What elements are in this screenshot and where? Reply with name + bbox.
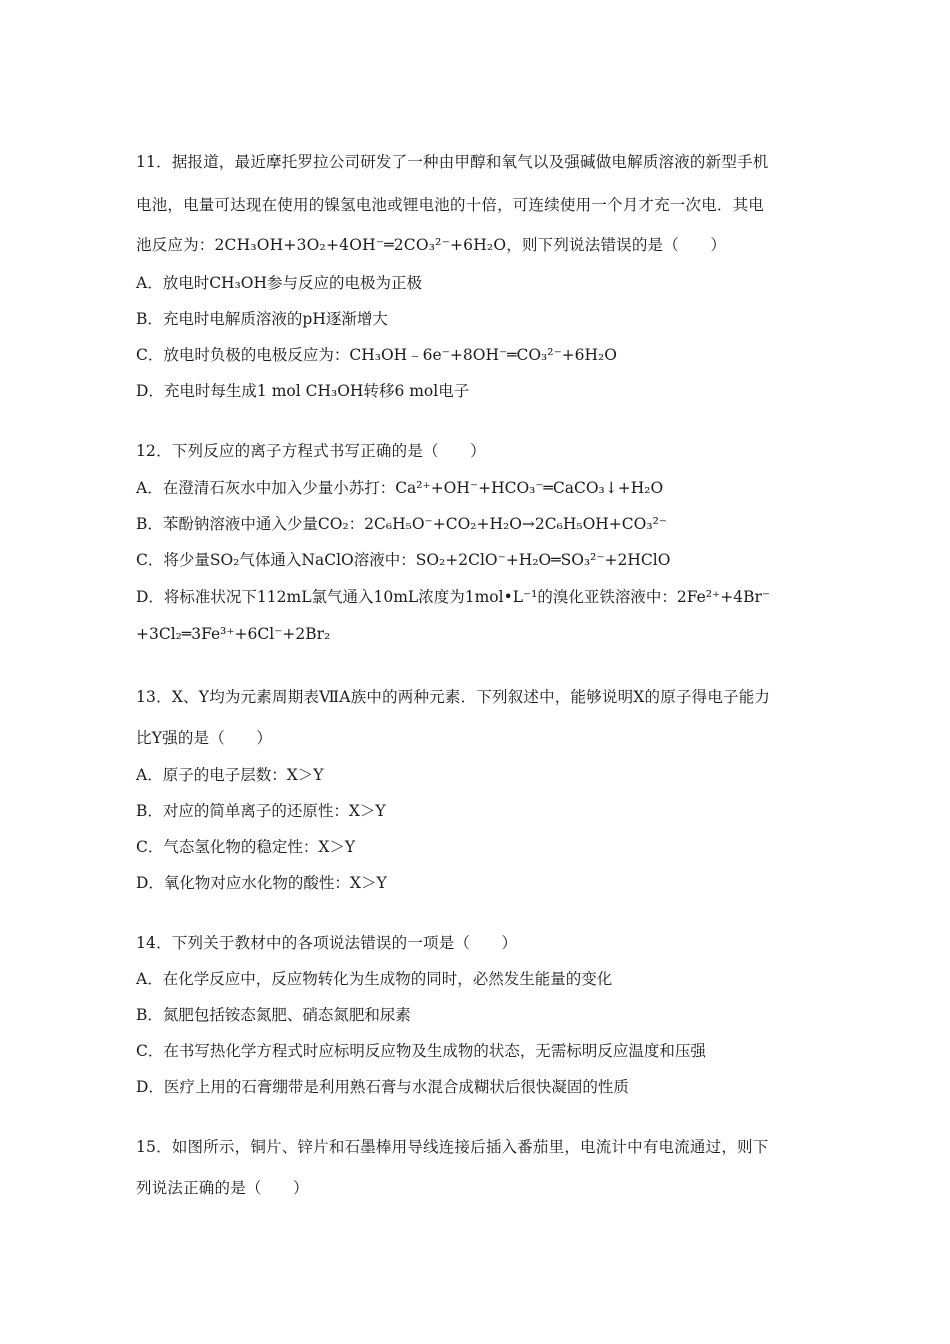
q13-stem-line-1: 13．X、Y均为元素周期表ⅦA族中的两种元素．下列叙述中，能够说明X的原子得电子能力 — [136, 688, 771, 706]
q13-option-b: B．对应的简单离子的还原性：X＞Y — [136, 802, 386, 820]
q12-stem-line-1: 12．下列反应的离子方程式书写正确的是（ ） — [136, 442, 486, 460]
q11-option-b: B．充电时电解质溶液的pH逐渐增大 — [136, 310, 388, 328]
q11-stem-line-2: 电池，电量可达现在使用的镍氢电池或锂电池的十倍，可连续使用一个月才充一次电．其电 — [136, 196, 765, 214]
q15-stem-line-1: 15．如图所示，铜片、锌片和石墨棒用导线连接后插入番茄里，电流计中有电流通过，则下 — [136, 1138, 769, 1156]
q11-option-c: C．放电时负极的电极反应为：CH₃OH﹣6e⁻+8OH⁻═CO₃²⁻+6H₂O — [136, 346, 617, 364]
q12-option-c: C．将少量SO₂气体通入NaClO溶液中：SO₂+2ClO⁻+H₂O═SO₃²⁻+2HClO — [136, 551, 671, 569]
q11-stem-line-1: 11．据报道，最近摩托罗拉公司研发了一种由甲醇和氧气以及强碱做电解质溶液的新型手机 — [136, 153, 769, 171]
q14-option-b: B．氮肥包括铵态氮肥、硝态氮肥和尿素 — [136, 1006, 411, 1024]
q12-option-a: A．在澄清石灰水中加入少量小苏打：Ca²⁺+OH⁻+HCO₃⁻═CaCO₃↓+H₂O — [136, 479, 664, 497]
q13-option-c: C．气态氢化物的稳定性：X＞Y — [136, 838, 356, 856]
q11-option-a: A．放电时CH₃OH参与反应的电极为正极 — [136, 274, 423, 292]
q13-option-a: A．原子的电子层数：X＞Y — [136, 766, 324, 784]
q13-option-d: D．氧化物对应水化物的酸性：X＞Y — [136, 874, 387, 892]
q12-option-d-line-1: D．将标准状况下112mL氯气通入10mL浓度为1mol•L⁻¹的溴化亚铁溶液中：2Fe²⁺+4Br⁻ — [136, 588, 771, 606]
q14-stem-line-1: 14．下列关于教材中的各项说法错误的一项是（ ） — [136, 934, 518, 952]
q11-option-d: D．充电时每生成1 mol CH₃OH转移6 mol电子 — [136, 382, 470, 400]
q12-option-d-line-2: +3Cl₂═3Fe³⁺+6Cl⁻+2Br₂ — [136, 625, 331, 643]
q14-option-d: D．医疗上用的石膏绷带是利用熟石膏与水混合成糊状后很快凝固的性质 — [136, 1078, 629, 1096]
q13-stem-line-2: 比Y强的是（ ） — [136, 729, 273, 747]
q12-option-b: B．苯酚钠溶液中通入少量CO₂：2C₆H₅O⁻+CO₂+H₂O→2C₆H₅OH+CO₃²⁻ — [136, 515, 667, 533]
q11-stem-line-3: 池反应为：2CH₃OH+3O₂+4OH⁻═2CO₃²⁻+6H₂O，则下列说法错误的是（ ） — [136, 236, 727, 254]
q15-stem-line-2: 列说法正确的是（ ） — [136, 1179, 309, 1197]
q14-option-c: C．在书写热化学方程式时应标明反应物及生成物的状态，无需标明反应温度和压强 — [136, 1042, 706, 1060]
q14-option-a: A．在化学反应中，反应物转化为生成物的同时，必然发生能量的变化 — [136, 970, 613, 988]
